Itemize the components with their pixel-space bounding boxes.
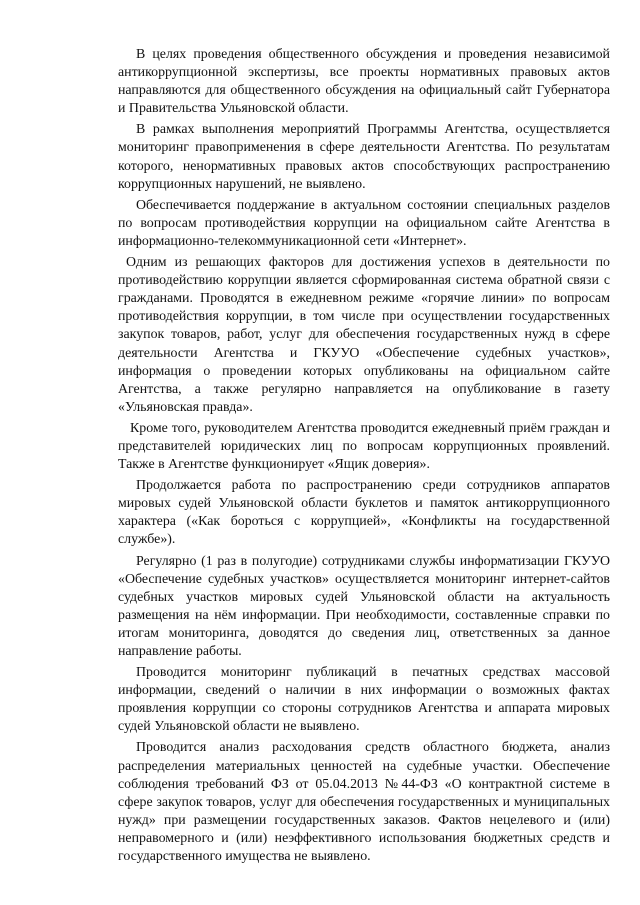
paragraph-law-enforcement-monitoring: В рамках выполнения мероприятий Программы Агентства, осуществляется мониторинг правоприменения в сфере деятельности Агентства. По результатам которого, ненормативных правовых актов способствующих распространению коррупционных нарушений, не выявлено. (118, 122, 610, 192)
paragraph-media-monitoring: Проводится мониторинг публикаций в печатных средствах массовой информации, сведений о наличии в них информации о возможных фактах проявления коррупции со стороны сотрудников Агентства и аппарата мировых судей Ульяновской области не выявлено. (118, 665, 610, 735)
paragraph-booklets: Продолжается работа по распространению среди сотрудников аппаратов мировых судей Ульяновской области буклетов и памяток антикоррупционного характера («Как бороться с коррупцией», «Конфликты на государственной службе»). (118, 478, 610, 548)
paragraph-citizen-reception: Кроме того, руководителем Агентства проводится ежедневный приём граждан и представителей юридических лиц по вопросам коррупционных проявлений. Также в Агентстве функционирует «Ящик доверия». (118, 420, 610, 473)
paragraph-website-sections: Обеспечивается поддержание в актуальном состоянии специальных разделов по вопросам противодействия коррупции на официальном сайте Агентства в информационно-телекоммуникационной сети «Интернет». (118, 197, 610, 249)
paragraph-feedback-system: Одним из решающих факторов для достижения успехов в деятельности по противодействию коррупции является сформированная система обратной связи с гражданами. Проводятся в ежедневном режиме «горячие линии» по вопросам противодействия коррупции, в том числе при осуществлении государственных закупок товаров, работ, услуг для обеспечения государственных нужд в сфере деятельности Агентства и ГКУУО «Обеспечение судебных участков», информация о проведении которых опубликованы на официальном сайте Агентства, а также регулярно направляется на опубликование в газету «Ульяновская правда». (118, 255, 610, 415)
paragraph-public-discussion: В целях проведения общественного обсуждения и проведения независимой антикоррупционной экспертизы, все проекты нормативных правовых актов направляются для общественного обсуждения на официальный сайт Губернатора и Правительства Ульяновской области. (118, 47, 610, 117)
paragraph-budget-analysis: Проводится анализ расходования средств областного бюджета, анализ распределения материальных ценностей на судебные участки. Обеспечение соблюдения требований ФЗ от 05.04.2013 №44-ФЗ «О контрактной системе в сфере закупок товаров, услуг для обеспечения государственных и муниципальных нужд» при размещении государственных заказов. Фактов нецелевого и (или) неправомерного и (или) неэффективного использования бюджетных средств и государственного имущества не выявлено. (118, 740, 610, 865)
document-page (118, 46, 610, 869)
paragraph-site-monitoring: Регулярно (1 раз в полугодие) сотрудниками службы информатизации ГКУУО «Обеспечение судебных участков» осуществляется мониторинг интернет-сайтов судебных участков мировых судей Ульяновской области на актуальность размещения на нём информации. При необходимости, составленные справки по итогам мониторинга, доводятся до сведения лиц, ответственных за данное направление работы. (118, 553, 610, 659)
